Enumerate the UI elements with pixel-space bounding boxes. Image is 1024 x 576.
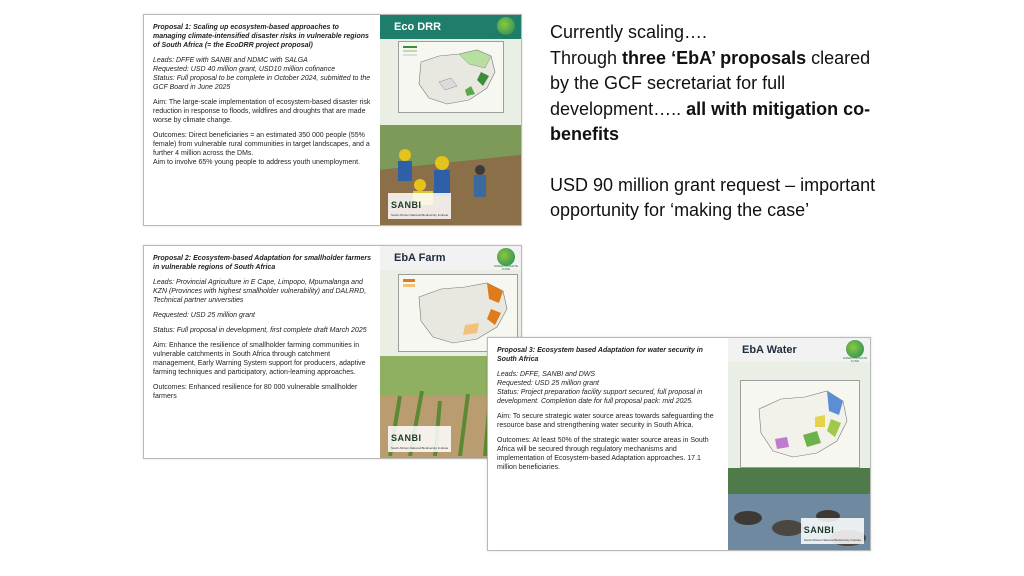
proposal-3-aim: Aim: To secure strategic water source areas towards safeguarding the resource base and strengthening water security in South Africa. xyxy=(497,413,714,429)
proposal-2-aim: Aim: Enhance the resilience of smallholder farming communities in vulnerable catchments in South Africa through catchment management, Early Warning System support for producers, adaptive farming techniques and participatory, action-learning approaches. xyxy=(153,342,366,376)
sanbi-logo-subtitle: South African National Biodiversity Institute xyxy=(803,538,861,542)
gcf-logo-text: GREEN CLIMATE FUND xyxy=(493,264,519,271)
proposal-1-requested: Requested: USD 40 million grant, USD10 million cofinance xyxy=(153,66,336,73)
proposal-3-text xyxy=(488,338,728,550)
cobenefits-bold: all with mitigation co-benefits xyxy=(550,98,871,144)
summary-paragraph-1 xyxy=(550,20,880,148)
eba-water-map xyxy=(740,380,860,468)
gcf-logo-text: GREEN CLIMATE FUND xyxy=(493,33,519,40)
proposal-2-status: Status: Full proposal in development, first complete draft March 2025 xyxy=(153,327,367,334)
proposal-2-outcomes: Outcomes: Enhanced resilience for 80 000 vulnerable smallholder farmers xyxy=(153,384,358,400)
proposal-1-visual xyxy=(380,15,521,225)
proposal-3-banner: EbA Water xyxy=(728,338,870,362)
proposal-2-slide xyxy=(143,245,522,459)
proposal-3-slide xyxy=(487,337,871,551)
proposal-1-aim: Aim: The large-scale implementation of ecosystem-based disaster risk reduction in response to floods, wildfires and droughts that are made worse by climate change. xyxy=(153,99,371,124)
scaling-line: Currently scaling…. xyxy=(550,22,708,42)
proposal-3-status: Status: Project preparation facility support secured, full proposal in development. Completion date for full proposal pack: mid 2025. xyxy=(497,389,703,405)
proposal-1-title: Proposal 1: Scaling up ecosystem-based approaches to managing climate-intensified disaster risks in vulnerable regions of South Africa (= the EcoDRR project proposal) xyxy=(153,24,369,49)
proposal-1-text xyxy=(144,15,380,225)
proposal-2-leads: Leads: Provincial Agriculture in E Cape, Limpopo, Mpumalanga and KZN (Provinces with highest smallholder vulnerability) and DALRRD, Technical partner universities xyxy=(153,279,367,304)
proposal-3-requested: Requested: USD 25 million grant xyxy=(497,380,599,387)
proposal-3-title: Proposal 3: Ecosystem based Adaptation for water security in South Africa xyxy=(497,347,703,363)
proposal-2-text xyxy=(144,246,380,458)
proposal-3-visual xyxy=(728,338,870,550)
sanbi-logo xyxy=(388,193,451,219)
sanbi-logo-subtitle: South African National Biodiversity Institute xyxy=(391,213,449,217)
sanbi-logo xyxy=(801,518,864,544)
proposal-1-outcomes-2: Aim to involve 65% young people to address youth unemployment. xyxy=(153,159,361,166)
sanbi-logo-subtitle: South African National Biodiversity Institute xyxy=(391,446,449,450)
proposal-1-banner: Eco DRR xyxy=(380,15,521,39)
sanbi-logo-text: SANBI xyxy=(391,200,422,210)
proposal-1-leads: Leads: DFFE with SANBI and NDMC with SALGA xyxy=(153,57,308,64)
proposal-1-slide xyxy=(143,14,522,226)
ecodrr-map xyxy=(398,41,504,113)
cleared-text: cleared by the GCF secretariat for full development….. xyxy=(550,47,871,119)
gcf-logo-text: GREEN CLIMATE FUND xyxy=(842,356,868,363)
proposal-2-banner: EbA Farm xyxy=(380,246,521,270)
proposal-3-outcomes: Outcomes: At least 50% of the strategic water source areas in South Africa will be secured through regulatory mechanisms and implementation of Ecosystem-based Adaptation approaches. 17.1 million beneficiaries. xyxy=(497,437,709,471)
summary-paragraph-2: USD 90 million grant request – important opportunity for ‘making the case’ xyxy=(550,174,876,220)
proposal-2-title: Proposal 2: Ecosystem-based Adaptation for smallholder farmers in vulnerable regions of South Africa xyxy=(153,255,371,271)
sanbi-logo xyxy=(388,426,451,452)
three-proposals-bold: three ‘EbA’ proposals xyxy=(622,47,807,68)
proposal-1-outcomes: Outcomes: Direct beneficiaries = an estimated 350 000 people (55% female) from vulnerable rural communities in target landscapes, and a further 4 million across the DMs. xyxy=(153,132,370,157)
sanbi-logo-text: SANBI xyxy=(391,433,422,443)
sanbi-logo-text: SANBI xyxy=(803,525,835,535)
proposal-2-requested: Requested: USD 25 million grant xyxy=(153,312,255,319)
proposal-3-leads: Leads: DFFE, SANBI and DWS xyxy=(497,371,596,378)
summary-text xyxy=(550,20,880,224)
proposal-1-status: Status: Full proposal to be complete in October 2024, submitted to the GCF Board in June 2025 xyxy=(153,75,371,91)
through-text: Through xyxy=(550,47,623,68)
